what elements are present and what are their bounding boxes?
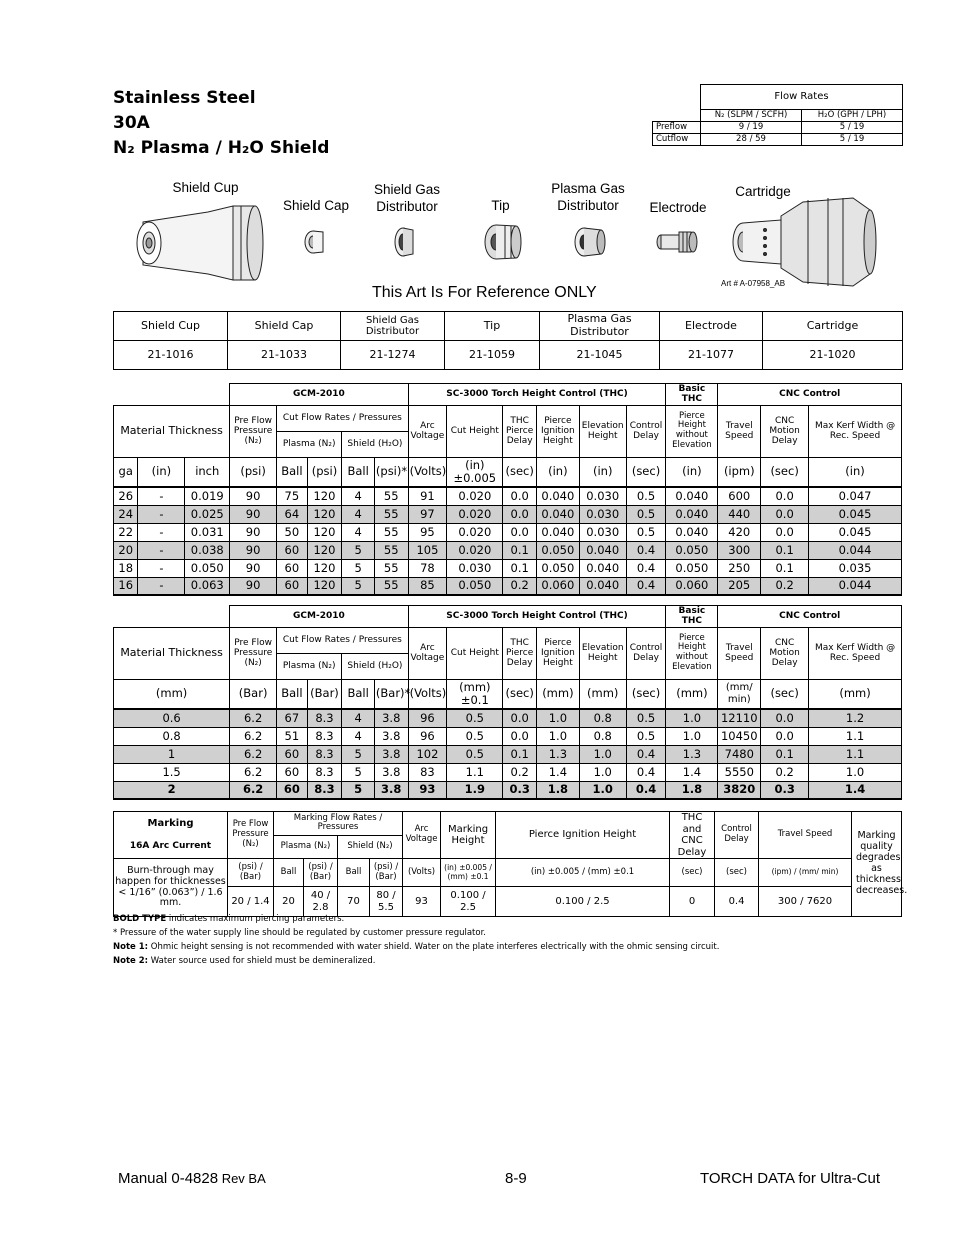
table-cell: 0.030 xyxy=(579,523,626,541)
table-cell: 0.044 xyxy=(809,577,902,595)
label-electrode: Electrode xyxy=(649,200,707,215)
table-cell: 93 xyxy=(408,781,447,799)
table-cell: 0.6 xyxy=(114,709,230,727)
flow-col-n2: N₂ (SLPM / SCFH) xyxy=(701,110,802,122)
marking-title: Marking xyxy=(114,812,228,836)
metric-units-row: (mm) (Bar) Ball (Bar) Ball (Bar)* (Volts) (mm) ±0.1 (sec) (mm) (mm) (sec) (mm) (mm/ min) (sec) (mm) xyxy=(114,679,902,709)
flow-row-preflow: Preflow 9 / 19 5 / 19 xyxy=(653,122,903,134)
title-material: Stainless Steel xyxy=(113,88,256,108)
table-row xyxy=(114,523,902,541)
table-cell: 95 xyxy=(408,523,447,541)
table-cell: 90 xyxy=(230,577,277,595)
table-cell: 0.8 xyxy=(114,727,230,745)
table-cell: 0.1 xyxy=(761,745,809,763)
table-cell: 0.4 xyxy=(626,541,666,559)
table-cell: 4 xyxy=(342,523,375,541)
table-cell: 5 xyxy=(342,541,375,559)
table-cell: 0.050 xyxy=(536,541,579,559)
table-cell: 26 xyxy=(114,487,138,505)
table-cell: 0.050 xyxy=(447,577,503,595)
title-amperage: 30A xyxy=(113,113,150,133)
gcm-header: GCM-2010 xyxy=(230,384,408,406)
table-cell: 96 xyxy=(408,709,447,727)
note-water-pressure: * Pressure of the water supply line should be regulated by customer pressure regulator. xyxy=(113,928,487,938)
shield-cap-icon xyxy=(305,231,323,253)
table-cell: 1 xyxy=(114,745,230,763)
table-cell: 120 xyxy=(307,505,342,523)
table-cell: 0.050 xyxy=(536,559,579,577)
table-cell: 4 xyxy=(342,487,375,505)
table-cell: 3.8 xyxy=(374,763,408,781)
table-cell: 10450 xyxy=(718,727,761,745)
table-cell: 0.020 xyxy=(447,505,503,523)
table-cell: 0.0 xyxy=(503,487,537,505)
marking-burn-note: Burn-through may happen for thicknesses < 1/16” (0.063”) / 1.6 mm. xyxy=(114,859,228,917)
table-cell: 0.060 xyxy=(536,577,579,595)
table-cell: 120 xyxy=(307,523,342,541)
imperial-rows xyxy=(114,487,902,595)
table-cell: 0.5 xyxy=(626,487,666,505)
table-cell: 0.038 xyxy=(185,541,230,559)
table-cell: 0.044 xyxy=(809,541,902,559)
table-cell: 4 xyxy=(342,709,375,727)
table-cell: 0.040 xyxy=(666,523,718,541)
table-cell: 0.5 xyxy=(447,727,503,745)
table-cell: 0.040 xyxy=(666,505,718,523)
flow-row-cutflow: Cutflow 28 / 59 5 / 19 xyxy=(653,134,903,146)
table-cell: 1.0 xyxy=(579,745,626,763)
notes xyxy=(113,912,902,968)
table-cell: 1.8 xyxy=(666,781,718,799)
table-cell: 0.1 xyxy=(761,541,809,559)
part-numbers-header-row: Shield Cup Shield Cap Shield Gas Distributor Tip Plasma Gas Distributor Electrode Cartridge xyxy=(114,312,903,341)
table-cell: 250 xyxy=(718,559,761,577)
cartridge-icon xyxy=(733,198,876,286)
table-cell: 5 xyxy=(342,763,375,781)
table-cell: 0.3 xyxy=(503,781,537,799)
table-cell: 1.0 xyxy=(579,781,626,799)
metric-cut-table: GCM-2010 SC-3000 Torch Height Control (THC) Basic THC CNC Control Material Thickness Pre Flow Pressure (N₂) Cut Flow Rates / Pressures Arc Voltage Cut Height THC Pierce Delay Pierce Ignition Height Elevation Height Control Delay Pierce Height without Elevation Travel Speed CNC Motion Delay Max Kerf Width @ Rec. Speed Plasma (N₂) Shield (H₂O) (mm) (Bar) Ball (Bar) Ball (Bar)* (Volts) (mm) ±0.1 (sec) (mm) (mm) (sec) (mm) (mm/ min) (sec) (mm) 0.6 6.2 67 8.3 4 3.8 96 0.5 0.0 1.0 0.8 0.5 1.0 12110 0.0 1.2 0.8 6.2 51 8.3 4 3.8 96 0.5 0.0 1.0 0.8 0.5 1.0 10450 0.0 1.1 1 6.2 60 8.3 5 3.8 102 0.5 0.1 1.3 1.0 0.4 1.3 7480 0.1 1.1 1.5 6.2 60 8.3 5 3.8 83 1.1 0.2 1.4 1.0 0.4 1.4 5550 0.2 1.0 2 6.2 60 8.3 5 3.8 93 1.9 0.3 1.8 1.0 0.4 1.8 3820 0.3 1.4 xyxy=(113,605,902,800)
table-cell: 75 xyxy=(277,487,308,505)
table-cell: 0.040 xyxy=(536,523,579,541)
electrode-icon xyxy=(657,232,697,252)
table-cell: 0.0 xyxy=(761,523,809,541)
material-thickness-header: Material Thickness xyxy=(114,405,230,457)
table-cell: 0.5 xyxy=(626,727,666,745)
table-cell: 0.040 xyxy=(579,559,626,577)
sc3000-header: SC-3000 Torch Height Control (THC) xyxy=(408,384,666,406)
footer-page-number: 8-9 xyxy=(505,1170,527,1187)
title-gases: N₂ Plasma / H₂O Shield xyxy=(113,138,330,158)
table-cell: 440 xyxy=(718,505,761,523)
table-cell: 0.1 xyxy=(503,541,537,559)
table-cell: 0.2 xyxy=(761,577,809,595)
table-cell: 0.050 xyxy=(666,559,718,577)
table-cell: 0.0 xyxy=(503,727,537,745)
table-cell: 67 xyxy=(277,709,308,727)
table-cell: 0.045 xyxy=(809,505,902,523)
table-cell: 3.8 xyxy=(374,781,408,799)
table-cell: 1.1 xyxy=(447,763,503,781)
table-cell: 0.5 xyxy=(626,709,666,727)
table-cell: 60 xyxy=(277,559,308,577)
table-cell: 0.050 xyxy=(185,559,230,577)
table-cell: 55 xyxy=(374,523,408,541)
table-row xyxy=(114,763,902,781)
table-cell: 0.0 xyxy=(761,505,809,523)
table-cell: 1.0 xyxy=(536,727,579,745)
table-cell: 120 xyxy=(307,577,342,595)
table-cell: 8.3 xyxy=(307,763,342,781)
table-cell: 0.020 xyxy=(447,487,503,505)
flow-rates-table xyxy=(652,84,903,146)
table-cell: 6.2 xyxy=(230,745,277,763)
table-cell: 0.040 xyxy=(536,505,579,523)
table-cell: 0.045 xyxy=(809,523,902,541)
table-cell: 0.5 xyxy=(626,523,666,541)
table-cell: 0.4 xyxy=(626,745,666,763)
flow-col-h2o: H₂O (GPH / LPH) xyxy=(802,110,903,122)
table-cell: 90 xyxy=(230,559,277,577)
table-cell: - xyxy=(138,577,185,595)
table-cell: 1.5 xyxy=(114,763,230,781)
table-cell: 2 xyxy=(114,781,230,799)
table-cell: 83 xyxy=(408,763,447,781)
table-cell: - xyxy=(138,487,185,505)
table-cell: 5 xyxy=(342,781,375,799)
table-cell: 90 xyxy=(230,505,277,523)
table-cell: 0.2 xyxy=(503,577,537,595)
table-cell: 55 xyxy=(374,487,408,505)
table-cell: 0.035 xyxy=(809,559,902,577)
table-cell: 0.030 xyxy=(447,559,503,577)
table-cell: 0.020 xyxy=(447,523,503,541)
table-cell: 105 xyxy=(408,541,447,559)
basic-thc-header: Basic THC xyxy=(666,384,718,406)
table-cell: 0.030 xyxy=(579,487,626,505)
table-cell: 1.0 xyxy=(536,709,579,727)
table-cell: 20 xyxy=(114,541,138,559)
table-cell: 55 xyxy=(374,541,408,559)
table-row xyxy=(114,745,902,763)
table-cell: 8.3 xyxy=(307,745,342,763)
label-shield-gas-distributor: Shield Gas Distributor xyxy=(373,182,441,214)
table-cell: 5550 xyxy=(718,763,761,781)
table-cell: 6.2 xyxy=(230,709,277,727)
cnc-header: CNC Control xyxy=(718,384,902,406)
table-cell: 120 xyxy=(307,541,342,559)
table-row xyxy=(114,709,902,727)
table-cell: - xyxy=(138,505,185,523)
footer-manual: Manual 0-4828 Rev BA xyxy=(118,1170,266,1187)
table-cell: 120 xyxy=(307,487,342,505)
note-bold-type: BOLD TYPE indicates maximum piercing parameters. xyxy=(113,914,345,924)
metric-rows xyxy=(114,709,902,799)
table-cell: 18 xyxy=(114,559,138,577)
table-cell: 0.031 xyxy=(185,523,230,541)
table-cell: 3.8 xyxy=(374,727,408,745)
table-cell: 0.1 xyxy=(503,745,537,763)
label-cartridge: Cartridge xyxy=(735,184,791,199)
table-cell: 0.5 xyxy=(626,505,666,523)
table-cell: 60 xyxy=(277,763,308,781)
table-cell: 0.2 xyxy=(503,763,537,781)
part-numbers-table xyxy=(113,311,903,370)
table-cell: 0.1 xyxy=(761,559,809,577)
table-cell: 1.4 xyxy=(809,781,902,799)
note-1: Note 1: Ohmic height sensing is not recommended with water shield. Water on the plate interferes electrically with the ohmic sensing circuit. xyxy=(113,942,720,952)
table-cell: 78 xyxy=(408,559,447,577)
tip-icon xyxy=(485,225,521,259)
marking-current: 16A Arc Current xyxy=(114,835,228,858)
table-cell: 60 xyxy=(277,781,308,799)
table-cell: 0.040 xyxy=(579,577,626,595)
marking-table: Marking Pre Flow Pressure (N₂) Marking Flow Rates / Pressures Arc Voltage Marking Height Pierce Ignition Height THC and CNC Delay Control Delay Travel Speed Marking quality degrades as thickness decreases. 16A Arc Current Plasma (N₂) Shield (N₂) Burn-through may happen for thicknesses < 1/16” (0.063”) / 1.6 mm. (psi) / (Bar) Ball (psi) / (Bar) Ball (psi) / (Bar) (Volts) (in) ±0.005 / (mm) ±0.1 (in) ±0.005 / (mm) ±0.1 (sec) (sec) (ipm) / (mm/ min) 20 / 1.4 20 40 / 2.8 70 80 / 5.5 93 0.100 / 2.5 0.100 / 2.5 0 0.4 300 / 7620 xyxy=(113,811,902,917)
table-cell: 8.3 xyxy=(307,781,342,799)
flow-rates-header: Flow Rates xyxy=(701,85,903,110)
table-cell: 0.4 xyxy=(626,781,666,799)
table-cell: 5 xyxy=(342,577,375,595)
table-cell: 60 xyxy=(277,541,308,559)
table-cell: 0.060 xyxy=(666,577,718,595)
table-cell: 1.0 xyxy=(579,763,626,781)
table-cell: 12110 xyxy=(718,709,761,727)
table-cell: 5 xyxy=(342,559,375,577)
table-cell: 96 xyxy=(408,727,447,745)
table-cell: 1.0 xyxy=(666,727,718,745)
marking-quality-note: Marking quality degrades as thickness decreases. xyxy=(852,812,902,917)
table-cell: 60 xyxy=(277,577,308,595)
table-cell: - xyxy=(138,559,185,577)
marking-units-row: Burn-through may happen for thicknesses < 1/16” (0.063”) / 1.6 mm. (psi) / (Bar) Ball (psi) / (Bar) Ball (psi) / (Bar) (Volts) (in) ±0.005 / (mm) ±0.1 (in) ±0.005 / (mm) ±0.1 (sec) (sec) (ipm) / (mm/ min) xyxy=(114,859,902,887)
table-cell: - xyxy=(138,523,185,541)
table-cell: 0.0 xyxy=(761,487,809,505)
table-cell: 0.1 xyxy=(503,559,537,577)
table-cell: 0.5 xyxy=(447,709,503,727)
table-cell: 5 xyxy=(342,745,375,763)
table-cell: 0.0 xyxy=(503,523,537,541)
table-cell: 55 xyxy=(374,505,408,523)
table-cell: 1.4 xyxy=(536,763,579,781)
table-cell: 1.1 xyxy=(809,727,902,745)
table-row xyxy=(114,541,902,559)
shield-gas-distributor-icon xyxy=(395,228,413,256)
table-cell: 0.040 xyxy=(666,487,718,505)
table-cell: 0.4 xyxy=(626,763,666,781)
table-cell: 1.3 xyxy=(666,745,718,763)
table-cell: 1.2 xyxy=(809,709,902,727)
table-cell: 1.0 xyxy=(809,763,902,781)
table-cell: 0.030 xyxy=(579,505,626,523)
label-shield-cap: Shield Cap xyxy=(282,198,350,213)
table-cell: 0.063 xyxy=(185,577,230,595)
table-cell: 0.0 xyxy=(761,727,809,745)
table-cell: 4 xyxy=(342,727,375,745)
footer-section: TORCH DATA for Ultra-Cut xyxy=(700,1170,881,1187)
table-cell: 55 xyxy=(374,559,408,577)
table-cell: 3820 xyxy=(718,781,761,799)
table-cell: 0.0 xyxy=(503,505,537,523)
table-cell: 3.8 xyxy=(374,709,408,727)
plasma-gas-distributor-icon xyxy=(575,228,605,256)
table-cell: 6.2 xyxy=(230,727,277,745)
table-cell: 1.4 xyxy=(666,763,718,781)
table-cell: 300 xyxy=(718,541,761,559)
table-cell: 600 xyxy=(718,487,761,505)
table-cell: 6.2 xyxy=(230,781,277,799)
table-cell: 0.019 xyxy=(185,487,230,505)
table-cell: 0.3 xyxy=(761,781,809,799)
table-cell: 0.0 xyxy=(761,709,809,727)
table-cell: 3.8 xyxy=(374,745,408,763)
table-cell: 6.2 xyxy=(230,763,277,781)
table-cell: 60 xyxy=(277,745,308,763)
table-cell: 7480 xyxy=(718,745,761,763)
table-cell: 0.040 xyxy=(579,541,626,559)
table-cell: 1.8 xyxy=(536,781,579,799)
table-cell: 90 xyxy=(230,541,277,559)
table-cell: 0.4 xyxy=(626,577,666,595)
table-row xyxy=(114,487,902,505)
table-cell: 64 xyxy=(277,505,308,523)
table-cell: 0.050 xyxy=(666,541,718,559)
imperial-units-row: ga (in) inch (psi) Ball (psi) Ball (psi)* (Volts) (in) ±0.005 (sec) (in) (in) (sec) (in) (ipm) (sec) (in) xyxy=(114,457,902,487)
table-cell: 205 xyxy=(718,577,761,595)
table-row xyxy=(114,727,902,745)
table-cell: 90 xyxy=(230,523,277,541)
label-plasma-gas-distributor: Plasma Gas Distributor xyxy=(551,181,625,213)
table-cell: 1.3 xyxy=(536,745,579,763)
table-cell: 0.2 xyxy=(761,763,809,781)
table-cell: 90 xyxy=(230,487,277,505)
note-2: Note 2: Water source used for shield must be demineralized. xyxy=(113,956,376,966)
imperial-cut-table: GCM-2010 SC-3000 Torch Height Control (THC) Basic THC CNC Control Material Thickness Pre Flow Pressure (N₂) Cut Flow Rates / Pressures Arc Voltage Cut Height THC Pierce Delay Pierce Ignition Height Elevation Height Control Delay Pierce Height without Elevation Travel Speed CNC Motion Delay Max Kerf Width @ Rec. Speed Plasma (N₂) Shield (H₂O) ga (in) inch (psi) Ball (psi) Ball (psi)* (Volts) (in) ±0.005 (sec) (in) (in) (sec) (in) (ipm) (sec) (in) 26 - 0.019 90 75 120 4 55 91 0.020 0.0 0.040 0.030 0.5 0.040 600 0.0 0.047 24 - 0.025 90 64 120 4 55 97 0.020 0.0 0.040 0.030 0.5 0.040 440 0.0 0.045 22 - 0.031 90 50 120 4 55 95 0.020 0.0 0.040 0.030 0.5 0.040 420 0.0 0.045 20 - 0.038 90 60 120 5 55 105 0.020 0.1 0.050 0.040 0.4 0.050 300 0.1 0.044 18 - 0.050 90 60 120 5 55 78 0.030 0.1 0.050 0.040 0.4 0.050 250 0.1 0.035 16 - 0.063 90 60 120 5 55 85 0.050 0.2 0.060 0.040 0.4 0.060 205 0.2 0.044 xyxy=(113,383,902,596)
table-cell: 55 xyxy=(374,577,408,595)
table-row xyxy=(114,559,902,577)
table-cell: 51 xyxy=(277,727,308,745)
table-cell: 85 xyxy=(408,577,447,595)
table-cell: 420 xyxy=(718,523,761,541)
table-cell: 16 xyxy=(114,577,138,595)
table-cell: 0.020 xyxy=(447,541,503,559)
table-cell: 0.040 xyxy=(536,487,579,505)
table-cell: 0.047 xyxy=(809,487,902,505)
table-cell: 50 xyxy=(277,523,308,541)
table-cell: 8.3 xyxy=(307,727,342,745)
table-cell: 91 xyxy=(408,487,447,505)
table-cell: - xyxy=(138,541,185,559)
table-cell: 24 xyxy=(114,505,138,523)
table-row xyxy=(114,505,902,523)
table-row xyxy=(114,781,902,799)
reference-note: This Art Is For Reference ONLY xyxy=(372,284,597,301)
table-cell: 0.5 xyxy=(447,745,503,763)
table-cell: 0.0 xyxy=(503,709,537,727)
art-number: Art # A-07958_AB xyxy=(721,279,786,288)
table-cell: 0.4 xyxy=(626,559,666,577)
table-cell: 102 xyxy=(408,745,447,763)
label-shield-cup: Shield Cup xyxy=(172,180,239,195)
table-cell: 97 xyxy=(408,505,447,523)
table-row xyxy=(114,577,902,595)
marking-values-row: 20 / 1.4 20 40 / 2.8 70 80 / 5.5 93 0.100 / 2.5 0.100 / 2.5 0 0.4 300 / 7620 xyxy=(114,887,902,917)
table-cell: 120 xyxy=(307,559,342,577)
table-cell: 8.3 xyxy=(307,709,342,727)
label-tip: Tip xyxy=(491,198,510,213)
part-numbers-value-row: 21-1016 21-1033 21-1274 21-1059 21-1045 21-1077 21-1020 xyxy=(114,341,903,370)
table-cell: 0.025 xyxy=(185,505,230,523)
page-title xyxy=(113,86,329,161)
table-cell: 0.8 xyxy=(579,709,626,727)
table-cell: 1.0 xyxy=(666,709,718,727)
table-cell: 1.9 xyxy=(447,781,503,799)
shield-cup-icon xyxy=(137,206,263,280)
table-cell: 22 xyxy=(114,523,138,541)
table-cell: 4 xyxy=(342,505,375,523)
table-cell: 0.8 xyxy=(579,727,626,745)
table-cell: 1.1 xyxy=(809,745,902,763)
